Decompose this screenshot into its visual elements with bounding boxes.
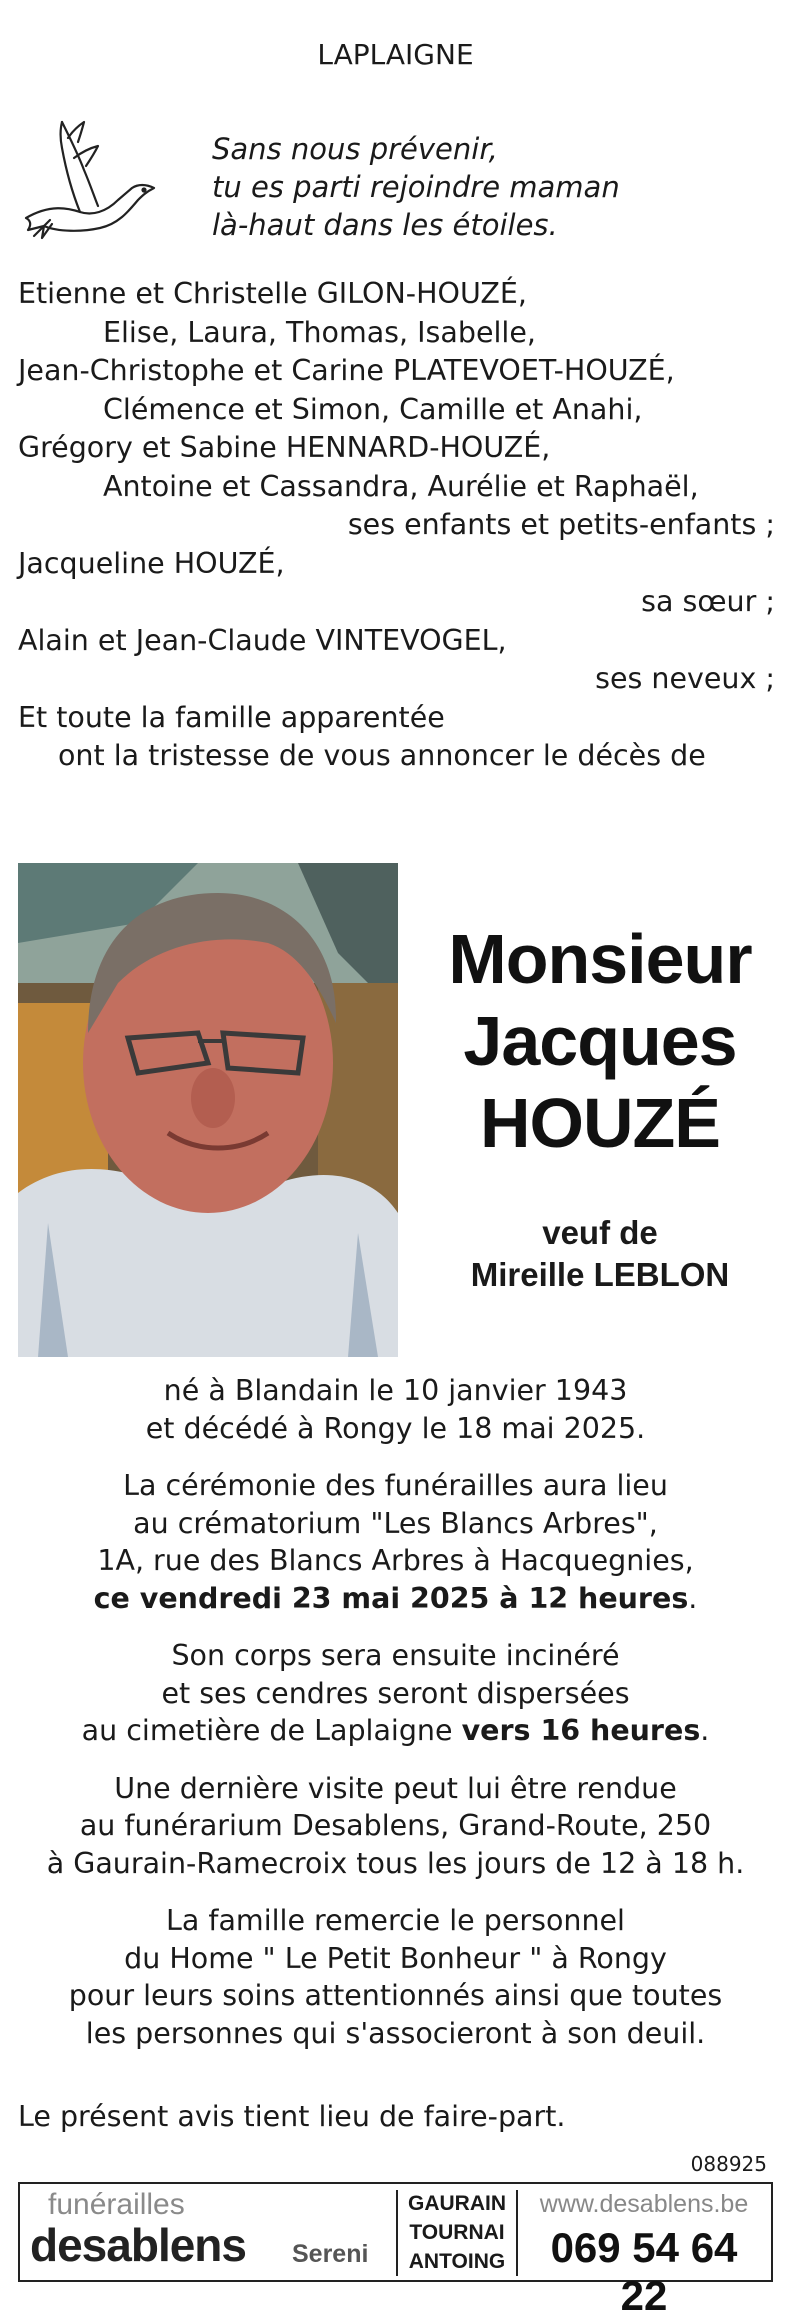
cremation-line: Son corps sera ensuite incinéré (171, 1639, 620, 1672)
death-line: et décédé à Rongy le 18 mai 2025. (145, 1411, 646, 1445)
town: ANTOING (408, 2250, 506, 2273)
ceremony-line: La cérémonie des funérailles aura lieu (123, 1469, 668, 1502)
brand-main: desablens (30, 2219, 246, 2271)
family-role: ses enfants et petits-enfants ; (347, 508, 775, 541)
widower-info (420, 1212, 780, 1296)
ceremony-time: ce vendredi 23 mai 2025 à 12 heures (93, 1581, 689, 1615)
announcement-line: ont la tristesse de vous annoncer le décès de (58, 739, 706, 772)
visit-line: au funérarium Desablens, Grand-Route, 250 (79, 1809, 712, 1842)
cremation-end: . (700, 1714, 710, 1747)
family-line: Etienne et Christelle GILON-HOUZÉ, (18, 277, 527, 310)
family-line: Antoine et Cassandra, Aurélie et Raphaël, (103, 469, 699, 503)
thanks-line: La famille remercie le personnel (166, 1904, 625, 1937)
cremation-time: vers 16 heures (461, 1714, 701, 1747)
family-role: sa sœur ; (641, 585, 775, 618)
phone-number: 069 54 64 22 (550, 2224, 738, 2319)
poem-line: là-haut dans les étoiles. (212, 208, 558, 242)
reference-number: 088925 (690, 2152, 767, 2176)
dove-icon (20, 108, 160, 240)
header-town: LAPLAIGNE (317, 38, 474, 71)
ceremony-line: au crématorium "Les Blancs Arbres", (133, 1506, 658, 1540)
birth-line: né à Blandain le 10 janvier 1943 (163, 1374, 628, 1407)
widow-label: veuf de (542, 1214, 658, 1251)
family-line: Grégory et Sabine HENNARD-HOUZÉ, (18, 431, 551, 464)
thanks-line: les personnes qui s'associeront à son deuil. (85, 2016, 706, 2050)
visit-line: à Gaurain-Ramecroix tous les jours de 12 à 18 h. (46, 1846, 745, 1880)
poem-line: Sans nous prévenir, (212, 132, 498, 166)
divider (396, 2190, 398, 2276)
dates-paragraph (0, 1372, 791, 1447)
visit-paragraph (0, 1770, 791, 1883)
cremation-line: et ses cendres seront dispersées (161, 1676, 630, 1710)
ceremony-line: 1A, rue des Blancs Arbres à Hacquegnies, (97, 1544, 694, 1577)
ceremony-end: . (688, 1581, 698, 1615)
cremation-paragraph (0, 1637, 791, 1750)
deceased-first-name: Jacques (463, 1002, 737, 1080)
family-line: Jacqueline HOUZÉ, (18, 546, 285, 580)
towns-list (402, 2189, 512, 2276)
visit-line: Une dernière visite peut lui être rendue (114, 1771, 677, 1805)
brand-sub: Sereni (292, 2240, 369, 2268)
cremation-place: au cimetière de Laplaigne (81, 1714, 462, 1747)
thanks-line: pour leurs soins attentionnés ainsi que toutes (68, 1979, 723, 2012)
town: GAURAIN (408, 2192, 506, 2215)
closing-note: Le présent avis tient lieu de faire-part. (18, 2100, 566, 2133)
deceased-title: Monsieur (448, 920, 752, 998)
poem (212, 130, 620, 244)
family-line: Jean-Christophe et Carine PLATEVOET-HOUZÉ, (18, 354, 675, 387)
family-line: Alain et Jean-Claude VINTEVOGEL, (18, 623, 507, 657)
notice-body (0, 1372, 791, 2072)
website: www.desablens.be (539, 2190, 749, 2218)
thanks-paragraph (0, 1902, 791, 2052)
family-line: Clémence et Simon, Camille et Anahi, (103, 392, 643, 426)
family-line: Et toute la famille apparentée (18, 700, 445, 734)
town: TOURNAI (409, 2221, 505, 2244)
portrait-photo (18, 863, 398, 1357)
poem-line: tu es parti rejoindre maman (212, 170, 620, 204)
thanks-line: du Home " Le Petit Bonheur " à Rongy (124, 1941, 667, 1975)
deceased-name (420, 918, 780, 1164)
deceased-last-name: HOUZÉ (480, 1084, 720, 1162)
divider (516, 2190, 518, 2276)
family-list (18, 275, 775, 776)
funeral-home-banner (18, 2182, 773, 2319)
ceremony-paragraph (0, 1467, 791, 1617)
spouse-name: Mireille LEBLON (470, 1256, 730, 1293)
family-role: ses neveux ; (595, 662, 775, 695)
brand-top: funérailles (48, 2188, 185, 2221)
family-line: Elise, Laura, Thomas, Isabelle, (103, 315, 536, 349)
